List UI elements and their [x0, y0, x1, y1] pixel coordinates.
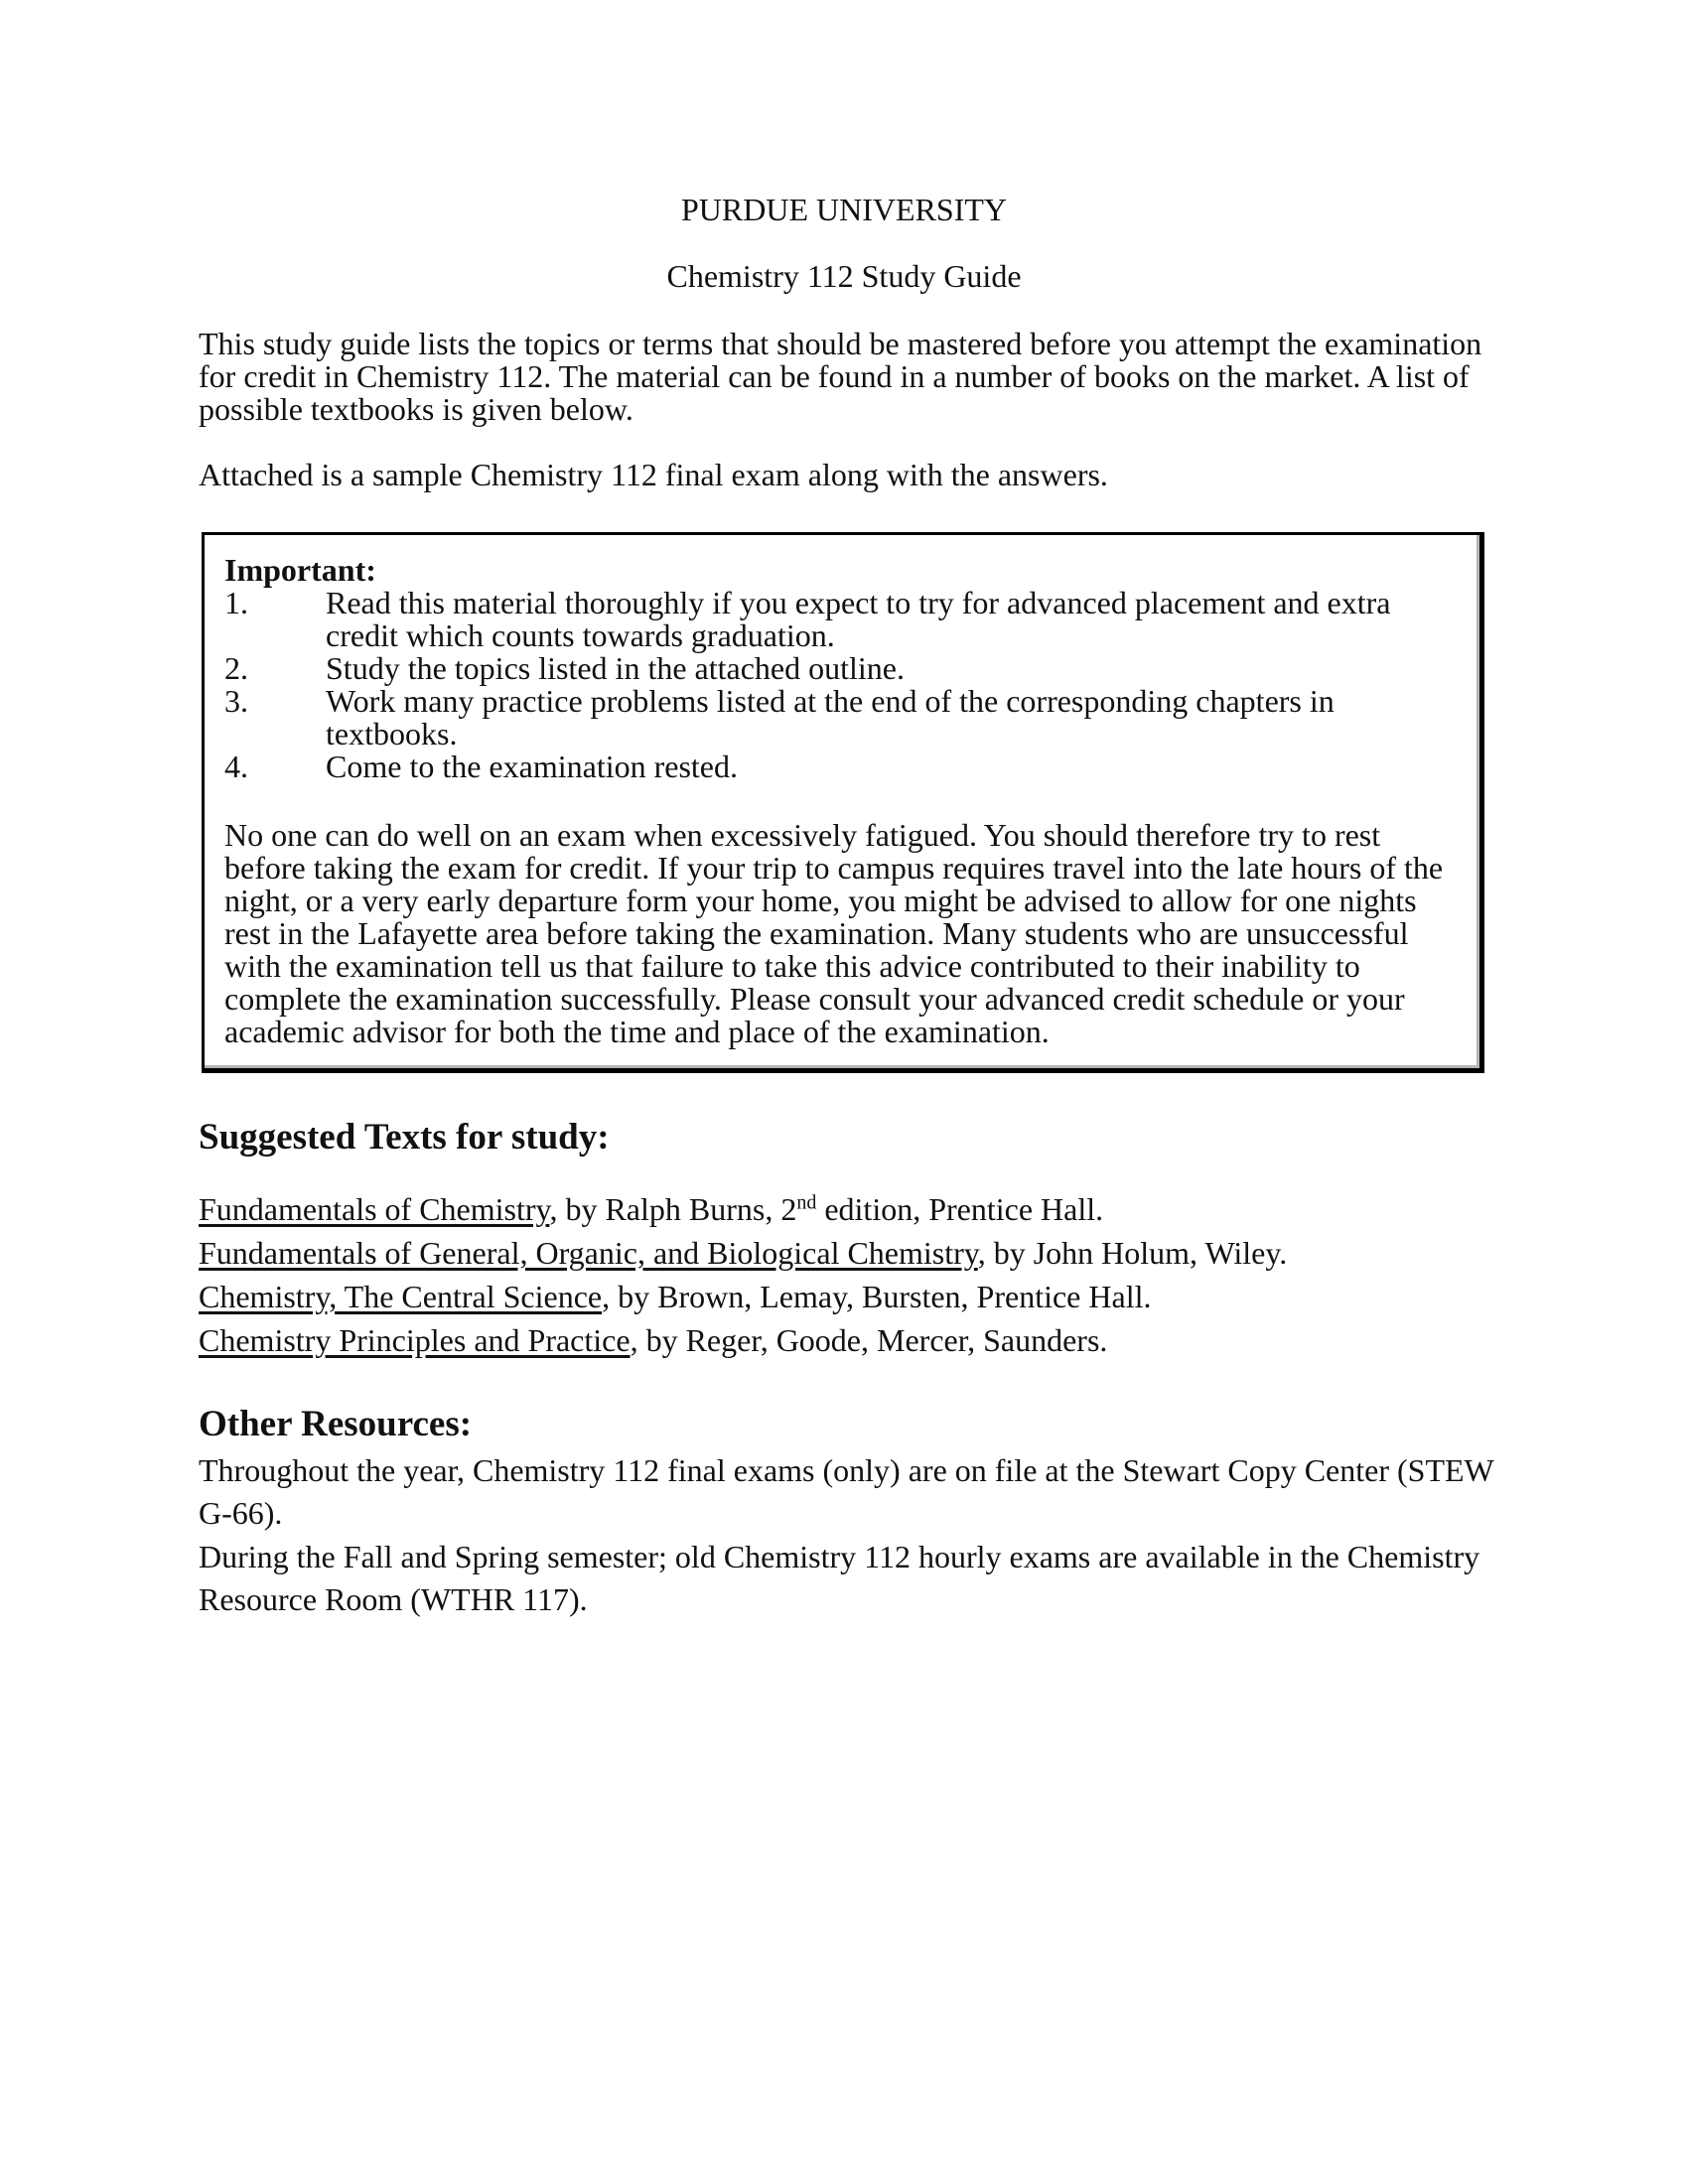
sample-exam-note: Attached is a sample Chemistry 112 final exam along with the answers.	[199, 457, 1108, 492]
item-number: 2.	[224, 650, 248, 686]
item-text: Come to the examination rested.	[326, 749, 738, 784]
document-title: Chemistry 112 Study Guide	[666, 258, 1022, 294]
university-name: PURDUE UNIVERSITY	[681, 192, 1007, 227]
book-details: , by Reger, Goode, Mercer, Saunders.	[630, 1322, 1108, 1358]
book-entry	[199, 1231, 1499, 1275]
edition-superscript: nd	[796, 1191, 817, 1214]
book-title: Chemistry, The Central Science	[199, 1279, 603, 1314]
important-item	[224, 685, 1466, 751]
book-details: , by Ralph Burns, 2	[549, 1191, 797, 1227]
suggested-texts-heading: Suggested Texts for study:	[199, 1117, 610, 1158]
book-entry	[199, 1275, 1499, 1318]
important-item	[224, 587, 1466, 652]
book-title: Fundamentals of General, Organic, and Biological Chemistry	[199, 1235, 978, 1271]
book-entry	[199, 1187, 1499, 1231]
book-title: Fundamentals of Chemistry	[199, 1191, 550, 1227]
item-text: Work many practice problems listed at the end of the corresponding chapters in textbooks.	[326, 683, 1335, 751]
important-heading: Important:	[224, 552, 376, 588]
book-details: , by John Holum, Wiley.	[977, 1235, 1288, 1271]
resource-item: Throughout the year, Chemistry 112 final exams (only) are on file at the Stewart Copy Center (STEW G-66).	[199, 1452, 1494, 1531]
resource-item: During the Fall and Spring semester; old Chemistry 112 hourly exams are available in the Chemistry Resource Room (WTHR 117).	[199, 1539, 1480, 1617]
item-number: 4.	[224, 749, 248, 784]
intro-paragraph: This study guide lists the topics or terms that should be mastered before you attempt the examination for credit in Chemistry 112. The material can be found in a number of books on the market. A list of possible textbooks is given below.	[199, 326, 1482, 427]
important-item	[224, 751, 1466, 783]
item-text: Study the topics listed in the attached outline.	[326, 650, 905, 686]
item-number: 3.	[224, 683, 248, 719]
book-entry	[199, 1318, 1499, 1362]
rest-advice-paragraph: No one can do well on an exam when excessively fatigued. You should therefore try to rest before taking the exam for credit. If your trip to campus requires travel into the late hours of the night, or a very early departure form your home, you might be advised to allow for one nights rest in the Lafayette area before taking the examination. Many students who are unsuccessful with the examination tell us that failure to take this advice contributed to their inability to complete the examination successfully. Please consult your advanced credit schedule or your academic advisor for both the time and place of the examination.	[224, 817, 1444, 1049]
suggested-texts-list	[199, 1187, 1499, 1362]
item-text: Read this material thoroughly if you expect to try for advanced placement and extra credit which counts towards graduation.	[326, 585, 1391, 653]
book-title: Chemistry Principles and Practice	[199, 1322, 631, 1358]
important-list	[224, 587, 1466, 783]
book-details-rest: edition, Prentice Hall.	[816, 1191, 1104, 1227]
important-item	[224, 652, 1466, 685]
book-details: , by Brown, Lemay, Bursten, Prentice Hall.	[602, 1279, 1152, 1314]
other-resources-heading: Other Resources:	[199, 1404, 473, 1444]
item-number: 1.	[224, 585, 248, 620]
